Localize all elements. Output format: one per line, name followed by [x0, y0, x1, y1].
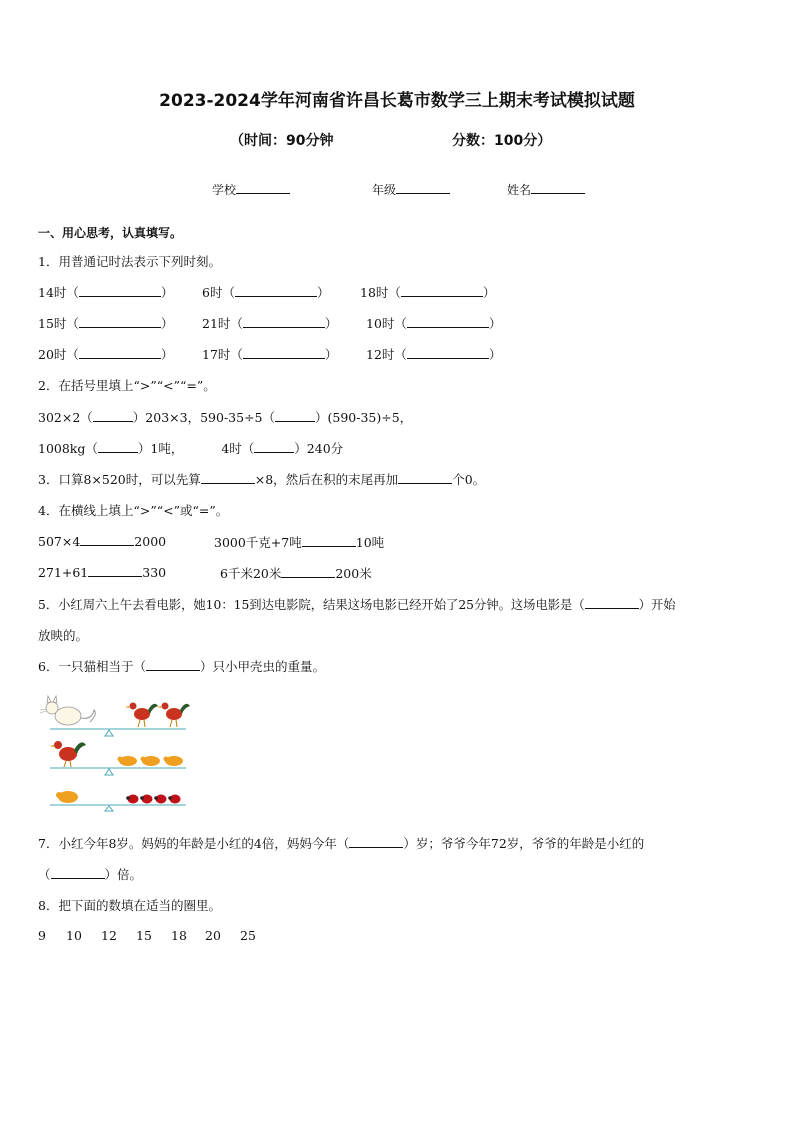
rooster-icon: [49, 741, 86, 767]
q1-close: ）: [324, 347, 338, 362]
q1-item: [366, 345, 501, 363]
chick-icon: [164, 756, 184, 766]
q1-blank[interactable]: [235, 284, 317, 297]
q3-blank[interactable]: [398, 471, 452, 484]
q4-item: [38, 533, 166, 549]
grade-label: 年级: [372, 183, 397, 197]
name-blank[interactable]: [531, 181, 585, 194]
chick-icon: [118, 756, 138, 766]
q4-blank[interactable]: [80, 533, 134, 546]
q1-close: ）: [316, 285, 330, 300]
q4-part: 330: [142, 565, 167, 580]
q1-blank[interactable]: [407, 346, 489, 359]
q2-part: ）1吨，: [137, 441, 184, 456]
cat-icon: [40, 696, 95, 725]
beetle-icon: [140, 795, 152, 804]
q1-item: [202, 283, 329, 301]
q5-part: ）开始: [638, 598, 676, 612]
q4-blank[interactable]: [88, 564, 142, 577]
q1-label: 14时（: [38, 285, 79, 300]
beetle-icon: [126, 795, 138, 804]
question-5-text: [38, 595, 676, 613]
q1-label: 17时（: [202, 347, 243, 362]
q4-item: [38, 564, 166, 580]
number-item: 12: [101, 928, 117, 943]
rooster-icon: [157, 703, 190, 728]
beetle-icon: [154, 795, 166, 804]
q7-part: ）倍。: [104, 867, 143, 882]
q4-part: 10吨: [355, 535, 385, 550]
scale-pivot: [105, 769, 113, 775]
page-title: 2023-2024学年河南省许昌长葛市数学三上期末考试模拟试题: [159, 91, 635, 111]
q4-part: 507×4: [38, 534, 81, 549]
q2-part: 302×2（: [38, 410, 93, 425]
question-4-text: 4．在横线上填上“>”“<”或“=”。: [38, 503, 229, 518]
q1-label: 20时（: [38, 347, 79, 362]
q2-line-1: [38, 408, 412, 426]
q7-blank[interactable]: [51, 866, 105, 879]
q7-blank[interactable]: [349, 835, 403, 848]
chick-icon: [56, 791, 78, 803]
q2-blank[interactable]: [254, 440, 294, 453]
q1-label: 18时（: [360, 285, 401, 300]
score-label: 分数：100分）: [452, 133, 552, 149]
q3-part: 3．口算8×520时，可以先算: [38, 472, 201, 487]
q2-line-2: [38, 439, 343, 457]
q4-part: 6千米20米: [220, 566, 282, 581]
q1-close: ）: [160, 347, 174, 362]
q1-blank[interactable]: [243, 315, 325, 328]
q2-part: ）240分: [294, 441, 344, 456]
q4-blank[interactable]: [302, 534, 356, 547]
name-field: [507, 181, 585, 198]
q4-item: [220, 564, 372, 582]
q3-part: ×8，然后在积的末尾再加: [254, 472, 399, 487]
q7-part: （: [38, 867, 51, 882]
school-blank[interactable]: [236, 181, 290, 194]
q4-part: 2000: [134, 534, 167, 549]
q1-blank[interactable]: [79, 284, 161, 297]
q1-label: 15时（: [38, 316, 79, 331]
question-6-text: [38, 657, 325, 675]
q1-close: ）: [488, 316, 502, 331]
q7-part: ）岁；爷爷今年72岁，爷爷的年龄是小红的: [403, 836, 645, 851]
q1-item: [38, 314, 173, 332]
number-item: 25: [240, 928, 256, 943]
q5-continuation: 放映的。: [38, 628, 89, 643]
name-label: 姓名: [507, 183, 532, 197]
q2-part: ）203×3，590-35÷5（: [132, 410, 275, 425]
question-8-text: 8．把下面的数填在适当的圈里。: [38, 898, 221, 913]
chick-icon: [141, 756, 161, 766]
question-2-text: 2．在括号里填上“>”“<”“=”。: [38, 378, 216, 393]
question-1-text: 1．用普通记时法表示下列时刻。: [38, 254, 221, 269]
q4-part: 3000千克+7吨: [214, 535, 302, 550]
number-item: 15: [136, 928, 152, 943]
q4-part: 200米: [335, 566, 372, 581]
scale-pivot: [105, 806, 113, 811]
q4-blank[interactable]: [281, 565, 335, 578]
q1-blank[interactable]: [79, 346, 161, 359]
question-3-text: [38, 470, 485, 488]
q1-item: [366, 314, 501, 332]
q1-close: ）: [488, 347, 502, 362]
q2-part: 4时（: [221, 441, 255, 456]
q6-blank[interactable]: [146, 658, 200, 671]
section-heading: 一、用心思考，认真填写。: [38, 226, 183, 240]
q2-blank[interactable]: [98, 440, 138, 453]
q2-part: 1008kg（: [38, 441, 98, 456]
question-7-text: [38, 834, 644, 852]
q5-part: 5．小红周六上午去看电影，她10：15到达电影院，结果这场电影已经开始了25分钟。这场电影是（: [38, 598, 585, 612]
q1-item: [202, 314, 337, 332]
q3-blank[interactable]: [201, 471, 255, 484]
q7-part: 7．小红今年8岁。妈妈的年龄是小红的4倍，妈妈今年（: [38, 836, 350, 851]
q1-close: ）: [160, 285, 174, 300]
number-item: 18: [171, 928, 187, 943]
q1-label: 10时（: [366, 316, 407, 331]
q5-blank[interactable]: [585, 596, 639, 609]
q1-item: [202, 345, 337, 363]
q1-blank[interactable]: [79, 315, 161, 328]
q1-label: 12时（: [366, 347, 407, 362]
school-field: [212, 181, 290, 198]
q4-part: 271+61: [38, 565, 89, 580]
q1-label: 6时（: [202, 285, 235, 300]
grade-field: [372, 181, 450, 198]
q4-item: [214, 533, 384, 551]
q2-part: ）(590-35)÷5，: [315, 410, 413, 425]
q2-blank[interactable]: [275, 409, 315, 422]
q1-item: [38, 345, 173, 363]
scale-pivot: [105, 730, 113, 736]
beetle-icon: [168, 795, 180, 804]
q1-item: [360, 283, 495, 301]
q6-part: ）只小甲壳虫的重量。: [199, 659, 325, 674]
time-label: （时间：90分钟: [230, 133, 334, 149]
school-label: 学校: [212, 183, 237, 197]
q1-close: ）: [324, 316, 338, 331]
q1-item: [38, 283, 173, 301]
number-item: 10: [66, 928, 82, 943]
q1-close: ）: [160, 316, 174, 331]
q2-blank[interactable]: [93, 409, 133, 422]
q6-part: 6．一只猫相当于（: [38, 659, 146, 674]
q1-blank[interactable]: [243, 346, 325, 359]
q1-blank[interactable]: [407, 315, 489, 328]
number-item: 9: [38, 928, 46, 943]
number-item: 20: [205, 928, 221, 943]
q1-label: 21时（: [202, 316, 243, 331]
rooster-icon: [125, 703, 158, 728]
q1-close: ）: [482, 285, 496, 300]
q1-blank[interactable]: [401, 284, 483, 297]
q3-part: 个0。: [452, 472, 486, 487]
grade-blank[interactable]: [396, 181, 450, 194]
q7-continuation: [38, 865, 142, 883]
balance-illustration: [36, 690, 196, 812]
